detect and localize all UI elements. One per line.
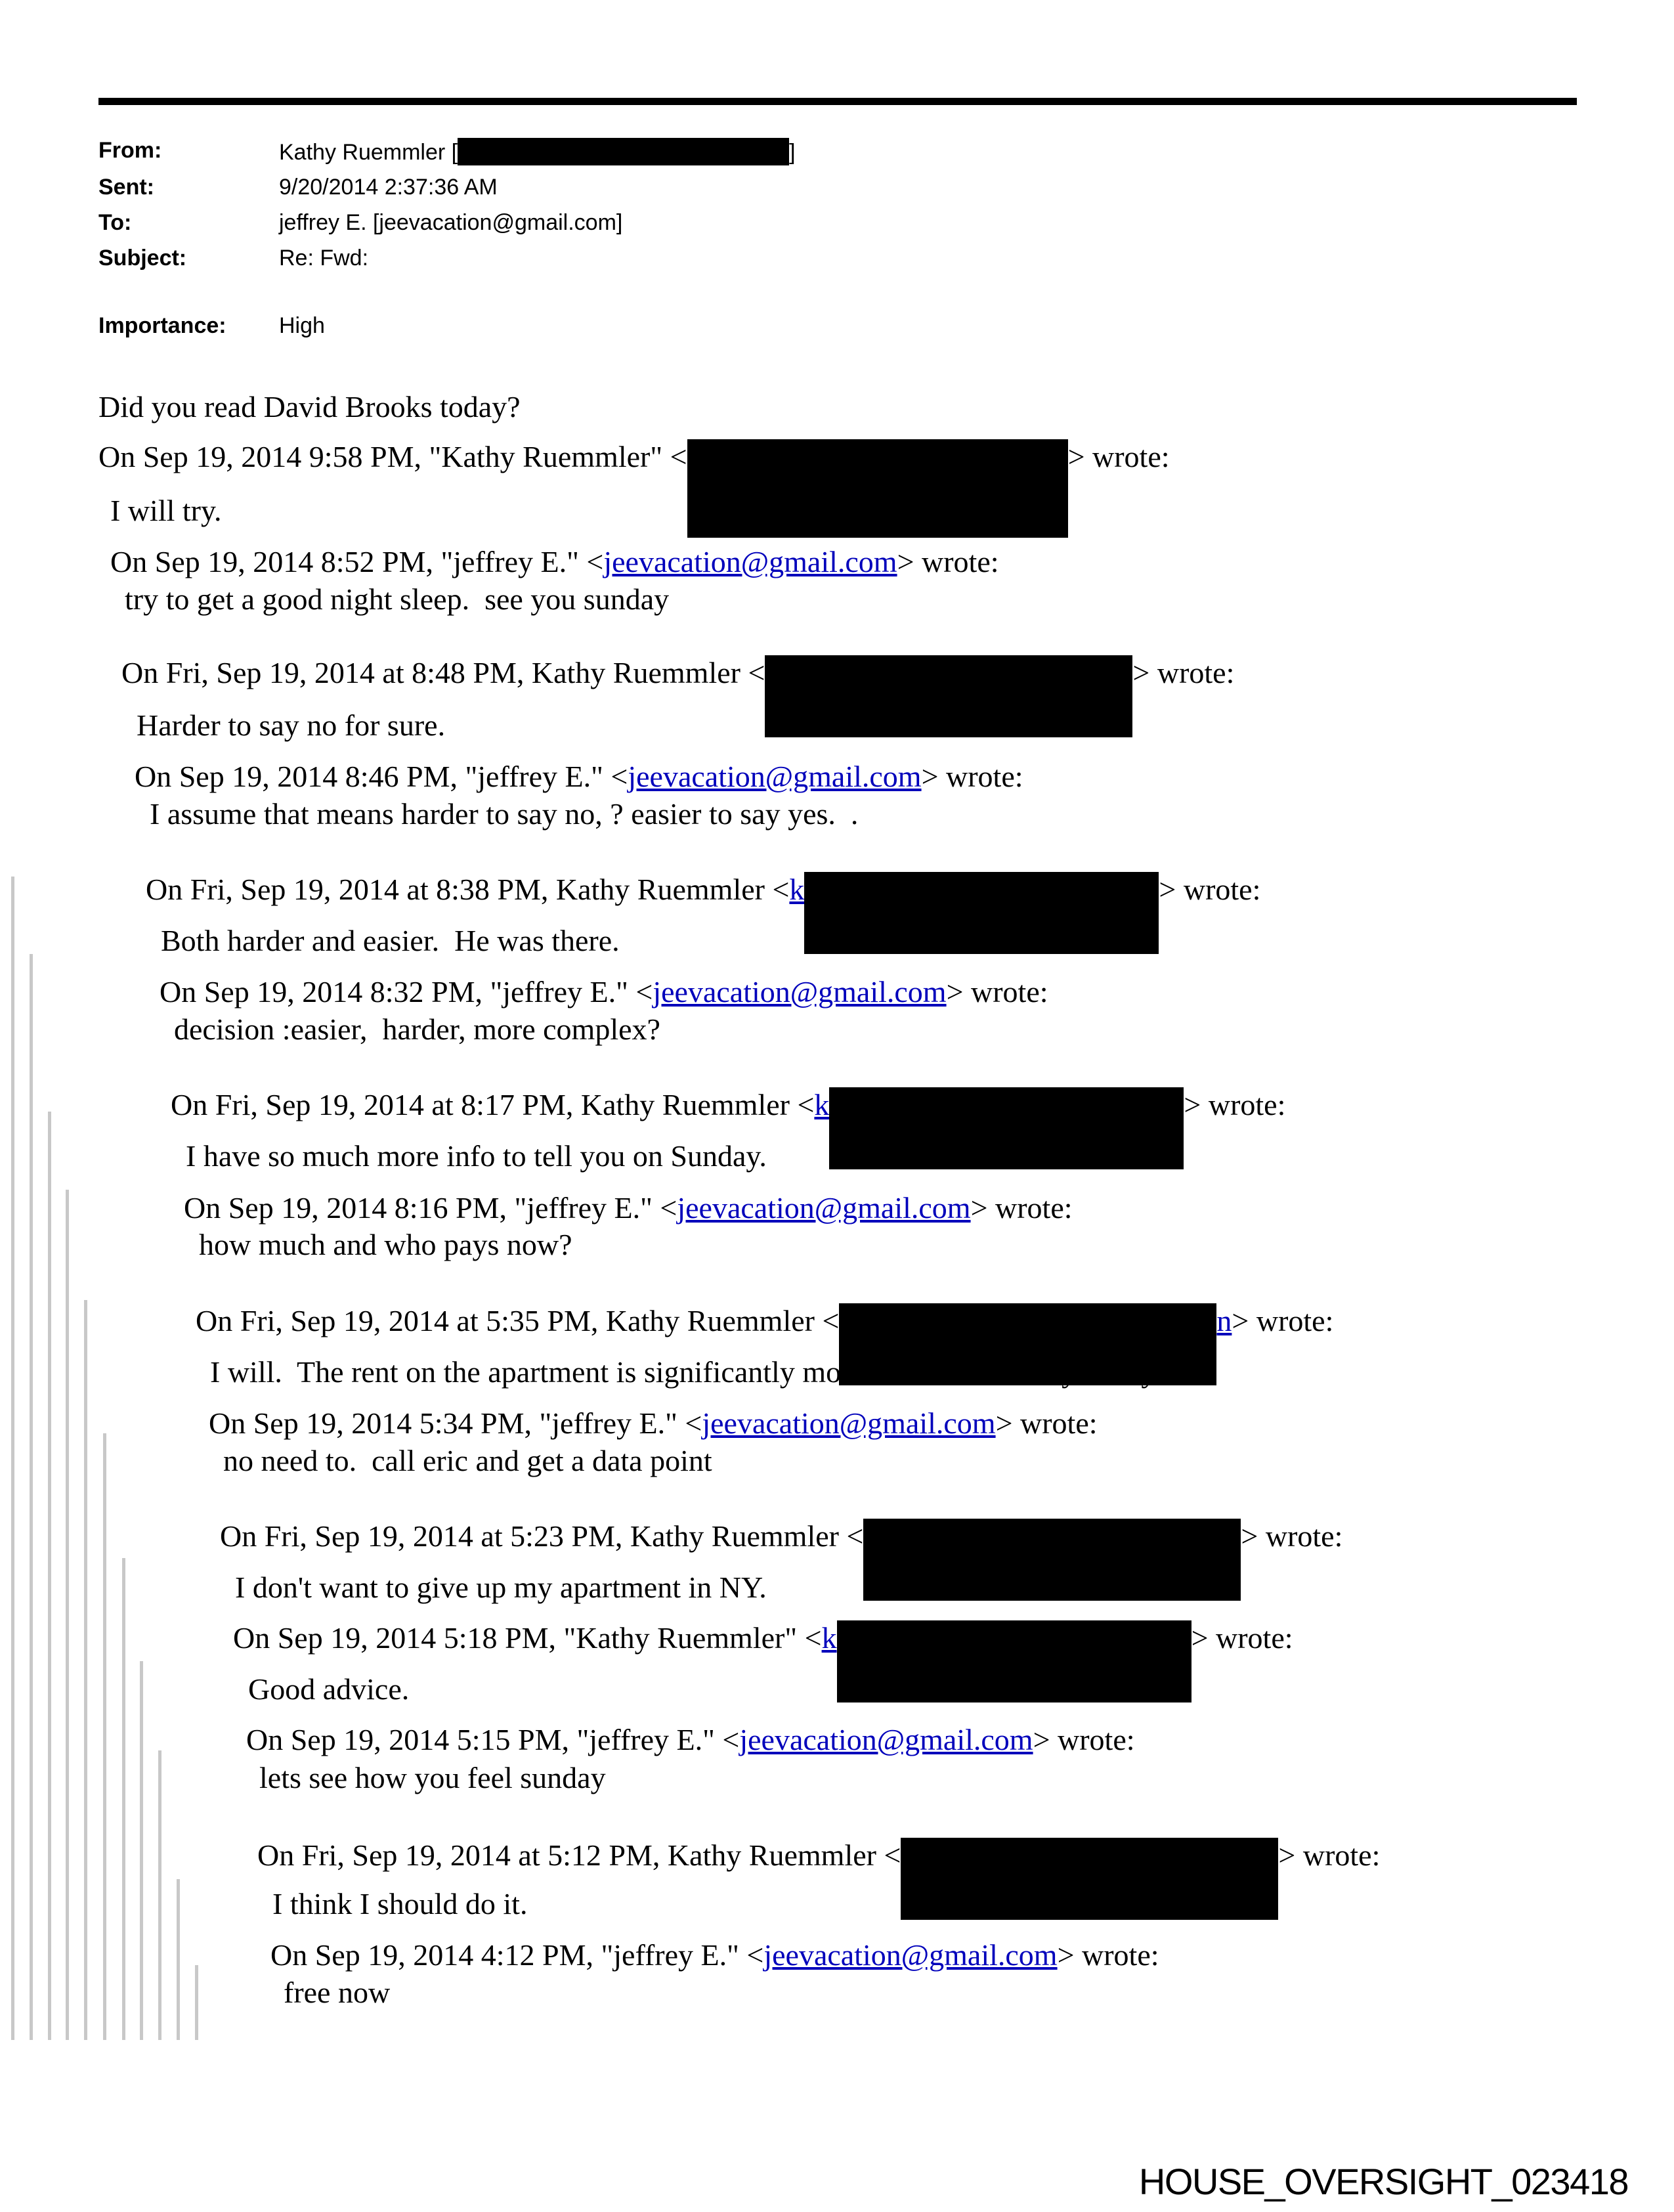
body-text: Kathy Ruemmler [: [279, 140, 458, 165]
body-text: Did you read David Brooks today?: [98, 390, 521, 423]
redaction-box: [837, 1620, 1191, 1702]
header-field-value: [279, 138, 796, 165]
quote-level-bar: [195, 1965, 198, 2040]
attribution-text: > wrote:: [1132, 656, 1235, 689]
message-text-line: [259, 1760, 606, 1796]
attribution-text: On Sep 19, 2014 8:52 PM, "jeffrey E." <: [110, 545, 604, 578]
attribution-text: > wrote:: [1191, 1621, 1293, 1655]
message-attribution-line: [270, 1937, 1159, 1973]
message-attribution-line: [209, 1405, 1098, 1441]
attribution-text: > wrote:: [1067, 440, 1170, 473]
header-redaction-box: [458, 138, 789, 165]
quote-level-bar: [177, 1879, 180, 2040]
message-text-line: [174, 1011, 660, 1047]
body-text: 9/20/2014 2:37:36 AM: [279, 175, 498, 200]
attribution-text: > wrote:: [1159, 873, 1261, 906]
message-attribution-line: [246, 1722, 1135, 1758]
body-text: lets see how you feel sunday: [259, 1761, 606, 1794]
body-text: free now: [284, 1976, 391, 2009]
attribution-text: On Fri, Sep 19, 2014 at 5:12 PM, Kathy Ruemmler <: [257, 1838, 901, 1872]
message-text-line: [284, 1974, 390, 2010]
redaction-box: [765, 655, 1132, 737]
redaction-box: [804, 872, 1159, 954]
message-text-line: [125, 581, 669, 617]
quote-level-bar: [84, 1300, 87, 2040]
redaction-box: [901, 1838, 1278, 1920]
message-text-line: [248, 1671, 409, 1707]
attribution-text: > wrote:: [897, 545, 999, 578]
header-field: [0, 175, 1674, 207]
quote-level-bar: [122, 1558, 125, 2040]
attribution-text: On Fri, Sep 19, 2014 at 8:38 PM, Kathy Ruemmler <: [146, 873, 790, 906]
attribution-text: > wrote:: [1184, 1088, 1286, 1121]
header-field-label: To:: [98, 210, 132, 235]
body-text: I will. The rent on the apartment is significantly more than the monthly salary.: [210, 1355, 1162, 1389]
attribution-text: On Sep 19, 2014 9:58 PM, "Kathy Ruemmler" <: [98, 440, 687, 473]
email-link[interactable]: jeevacation@gmail.com: [677, 1191, 971, 1225]
attribution-text: On Sep 19, 2014 5:15 PM, "jeffrey E." <: [246, 1723, 740, 1756]
attribution-text: On Sep 19, 2014 8:16 PM, "jeffrey E." <: [184, 1191, 677, 1225]
attribution-text: On Fri, Sep 19, 2014 at 8:48 PM, Kathy Ruemmler <: [121, 656, 765, 689]
attribution-text: > wrote:: [1232, 1304, 1334, 1337]
attribution-text: > wrote:: [1241, 1519, 1343, 1553]
attribution-text: On Sep 19, 2014 4:12 PM, "jeffrey E." <: [270, 1938, 764, 1972]
message-text-line: [235, 1569, 767, 1605]
email-link[interactable]: jeevacation@gmail.com: [702, 1406, 996, 1440]
header-divider: [98, 98, 1577, 105]
attribution-text: > wrote:: [946, 975, 1048, 1008]
body-text: try to get a good night sleep. see you sunday: [125, 582, 670, 616]
quote-level-bar: [66, 1190, 69, 2040]
redaction-box: [687, 439, 1068, 538]
quote-level-bar: [48, 1112, 51, 2040]
quote-level-bar: [103, 1433, 106, 2040]
body-text: Harder to say no for sure.: [137, 708, 446, 742]
body-text: ]: [789, 140, 796, 165]
attribution-text: On Fri, Sep 19, 2014 at 8:17 PM, Kathy Ruemmler <: [171, 1088, 815, 1121]
body-text: Good advice.: [248, 1672, 410, 1706]
email-link[interactable]: jeevacation@gmail.com: [653, 975, 947, 1008]
header-field-label: Importance:: [98, 313, 226, 338]
email-link[interactable]: jeevacation@gmail.com: [763, 1938, 1058, 1972]
attribution-text: > wrote:: [995, 1406, 1098, 1440]
attribution-text: On Fri, Sep 19, 2014 at 5:35 PM, Kathy Ruemmler <: [196, 1304, 840, 1337]
header-field: [0, 313, 1674, 346]
header-field: [0, 138, 1674, 171]
body-text: Re: Fwd:: [279, 246, 369, 271]
header-field-value: [279, 175, 498, 200]
message-text-line: [223, 1442, 712, 1479]
message-attribution-line: [110, 544, 999, 580]
body-text: how much and who pays now?: [199, 1228, 572, 1261]
redacted-email-fragment: k: [789, 873, 805, 906]
body-text: decision :easier, harder, more complex?: [174, 1012, 660, 1046]
body-text: I assume that means harder to say no, ? easier to say yes. .: [150, 797, 859, 831]
attribution-text: On Fri, Sep 19, 2014 at 5:23 PM, Kathy Ruemmler <: [220, 1519, 864, 1553]
header-field-label: Sent:: [98, 175, 154, 200]
body-text: I will try.: [110, 494, 222, 527]
body-text: I think I should do it.: [272, 1887, 528, 1920]
message-text-line: [110, 492, 222, 529]
body-text: jeffrey E. [jeevacation@gmail.com]: [279, 210, 623, 235]
header-field-value: [279, 313, 325, 339]
quote-level-bar: [158, 1750, 161, 2040]
attribution-text: On Sep 19, 2014 8:32 PM, "jeffrey E." <: [160, 975, 653, 1008]
email-link[interactable]: jeevacation@gmail.com: [628, 760, 922, 793]
attribution-text: > wrote:: [921, 760, 1023, 793]
header-field-value: [279, 246, 368, 271]
message-text-line: [210, 1354, 1162, 1390]
header-field-value: [279, 210, 622, 236]
header-field: [0, 210, 1674, 243]
attribution-text: > wrote:: [1057, 1938, 1159, 1972]
quote-level-bar: [11, 877, 14, 2040]
body-text: I don't want to give up my apartment in NY.: [235, 1571, 767, 1604]
redacted-email-fragment: k: [814, 1088, 830, 1121]
message-attribution-line: [135, 758, 1023, 794]
message-text-line: [186, 1138, 767, 1174]
body-text: I have so much more info to tell you on Sunday.: [186, 1139, 767, 1173]
redaction-box: [863, 1519, 1241, 1601]
attribution-text: > wrote:: [1278, 1838, 1381, 1872]
redacted-email-fragment: k: [821, 1621, 837, 1655]
message-attribution-line: [184, 1190, 1073, 1226]
attribution-text: On Sep 19, 2014 8:46 PM, "jeffrey E." <: [135, 760, 628, 793]
redacted-email-fragment: n: [1216, 1304, 1232, 1337]
message-text-line: [272, 1886, 527, 1922]
quote-level-bar: [140, 1661, 143, 2040]
attribution-text: On Sep 19, 2014 5:34 PM, "jeffrey E." <: [209, 1406, 702, 1440]
email-link[interactable]: jeevacation@gmail.com: [739, 1723, 1033, 1756]
body-text: High: [279, 313, 325, 338]
attribution-text: On Sep 19, 2014 5:18 PM, "Kathy Ruemmler" <: [233, 1621, 822, 1655]
header-field-label: From:: [98, 138, 162, 163]
opening-line: [98, 389, 521, 425]
attribution-text: > wrote:: [970, 1191, 1073, 1225]
message-attribution-line: [98, 439, 1170, 538]
quote-level-bar: [30, 954, 33, 2040]
bates-number: HOUSE_OVERSIGHT_023418: [1138, 2161, 1628, 2202]
redaction-box: [829, 1087, 1184, 1169]
message-text-line: [150, 796, 858, 832]
email-link[interactable]: jeevacation@gmail.com: [603, 545, 897, 578]
message-attribution-line: [160, 974, 1048, 1010]
body-text: no need to. call eric and get a data point: [223, 1444, 712, 1477]
header-field: [0, 246, 1674, 278]
body-text: Both harder and easier. He was there.: [161, 924, 620, 957]
message-text-line: [161, 922, 620, 959]
attribution-text: > wrote:: [1033, 1723, 1135, 1756]
header-field-label: Subject:: [98, 246, 187, 271]
message-text-line: [199, 1226, 572, 1263]
message-text-line: [137, 707, 445, 743]
